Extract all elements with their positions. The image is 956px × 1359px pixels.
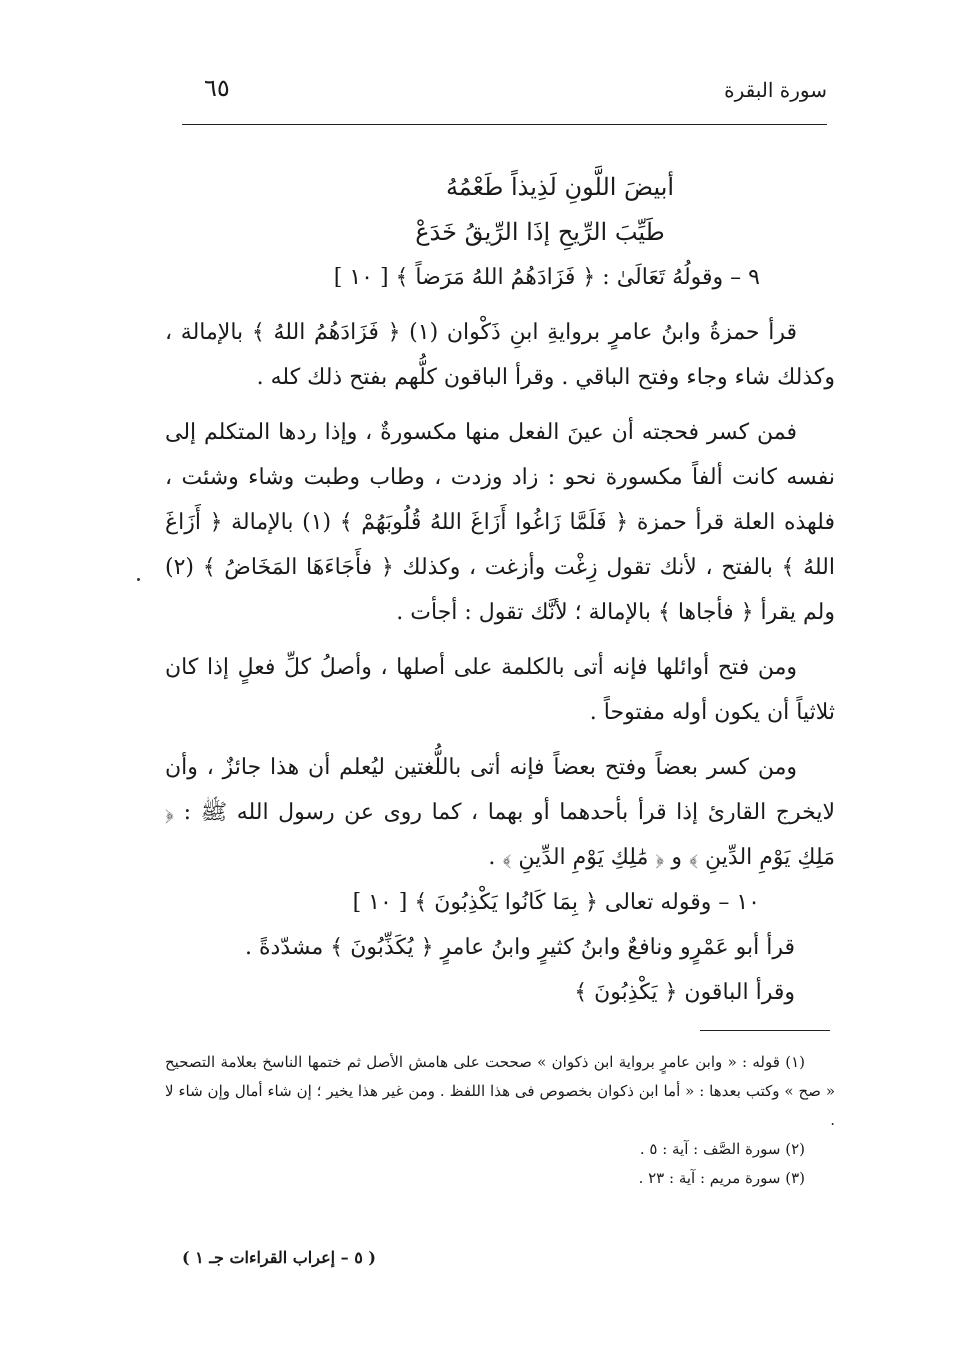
page-number: ٦٥	[204, 74, 230, 102]
signature-mark: ( ٥ – إعراب القراءات جـ ١ )	[182, 1248, 376, 1267]
paragraph-3: ومن فتح أوائلها فإنه أتى بالكلمة على أصلها ، وأصلُ كلِّ فعلٍ إذا كان ثلاثياً أن يكون أوله مفتوحاً .	[165, 655, 835, 725]
footnote-1: (١) قوله : « وابن عامرٍ برواية ابن ذكوان » صححت على هامش الأصل ثم ختمها الناسخ بعلامة التصحيح « صح » وكتب بعدها : « أما ابن ذكوان بخصوص فى هذا اللفظ . ومن غير هذا يخير ؛ إن شاء أمال وإن شاء لا .	[165, 1053, 835, 1129]
section-heading-10: ١٠ – وقوله تعالى ﴿ بِمَا كَانُوا يَكْذِبُونَ ﴾ [ ١٠ ]	[352, 890, 760, 915]
margin-dot	[137, 578, 140, 581]
footnote-3: (٣) سورة مريم : آية : ٢٣ .	[638, 1169, 805, 1187]
footnote-rule	[700, 1030, 830, 1031]
poetry-line-1: أبيضَ اللَّونِ لَذِيذاً طَعْمُهُ	[445, 173, 675, 201]
body-text	[165, 165, 835, 1015]
section-heading-9: ٩ – وقولُهُ تَعَالَىٰ : ﴿ فَزَادَهُمُ اللهُ مَرَضاً ﴾ [ ١٠ ]	[333, 265, 760, 290]
page-header	[182, 70, 827, 110]
header-rule	[182, 124, 827, 125]
poetry-line-2: طَيِّبَ الرِّيحِ إذَا الرِّيقُ خَدَعْ	[415, 218, 665, 246]
paragraph-4: ومن كسر بعضاً وفتح بعضاً فإنه أتى باللُّغتين ليُعلم أن هذا جائزٌ ، وأن لايخرج القارئ إذا قرأ بأحدهما أو بهما ، كما روى عن رسول الله ﷺ : ﴿ مَلِكِ يَوْمِ الدِّينِ ﴾ و ﴿ مَٰلِكِ يَوْمِ الدِّينِ ﴾ .	[165, 755, 835, 870]
paragraph-6: وقرأ الباقون ﴿ يَكْذِبُونَ ﴾	[574, 980, 795, 1005]
paragraph-2: فمن كسر فحجته أن عينَ الفعل منها مكسورةٌ ، وإذا ردها المتكلم إلى نفسه كانت ألفاً مكسورة نحو : زاد وزدت ، وطاب وطبت وشاء وشئت ، فلهذه العلة قرأ حمزة ﴿ فَلَمَّا زَاغُوا أَزَاغَ اللهُ قُلُوبَهُمْ ﴾ (١) بالإمالة ﴿ أَزَاغَ اللهُ ﴾ بالفتح ، لأنك تقول زِغْت وأزغت ، وكذلك ﴿ فأَجَاءَهَا المَخَاضُ ﴾ (٢) ولم يقرأ ﴿ فأجاها ﴾ بالإمالة ؛ لأنَّك تقول : أجأت .	[165, 420, 835, 625]
running-title: سورة البقرة	[724, 78, 827, 102]
paragraph-1: قرأ حمزةُ وابنُ عامرٍ بروايةِ ابنِ ذَكْوان (١) ﴿ فَزَادَهُمُ اللهُ ﴾ بالإمالة ، وكذلك شاء وجاء وفتح الباقي . وقرأ الباقون كلُّهم بفتح ذلك كله .	[165, 320, 835, 390]
footnote-2: (٢) سورة الصَّف : آية : ٥ .	[639, 1140, 805, 1158]
paragraph-5: قرأ أبو عَمْرٍو ونافعٌ وابنُ كثيرٍ وابنُ عامرٍ ﴿ يُكَذِّبُونَ ﴾ مشدّدةً .	[245, 935, 795, 960]
footnotes	[165, 1048, 835, 1193]
